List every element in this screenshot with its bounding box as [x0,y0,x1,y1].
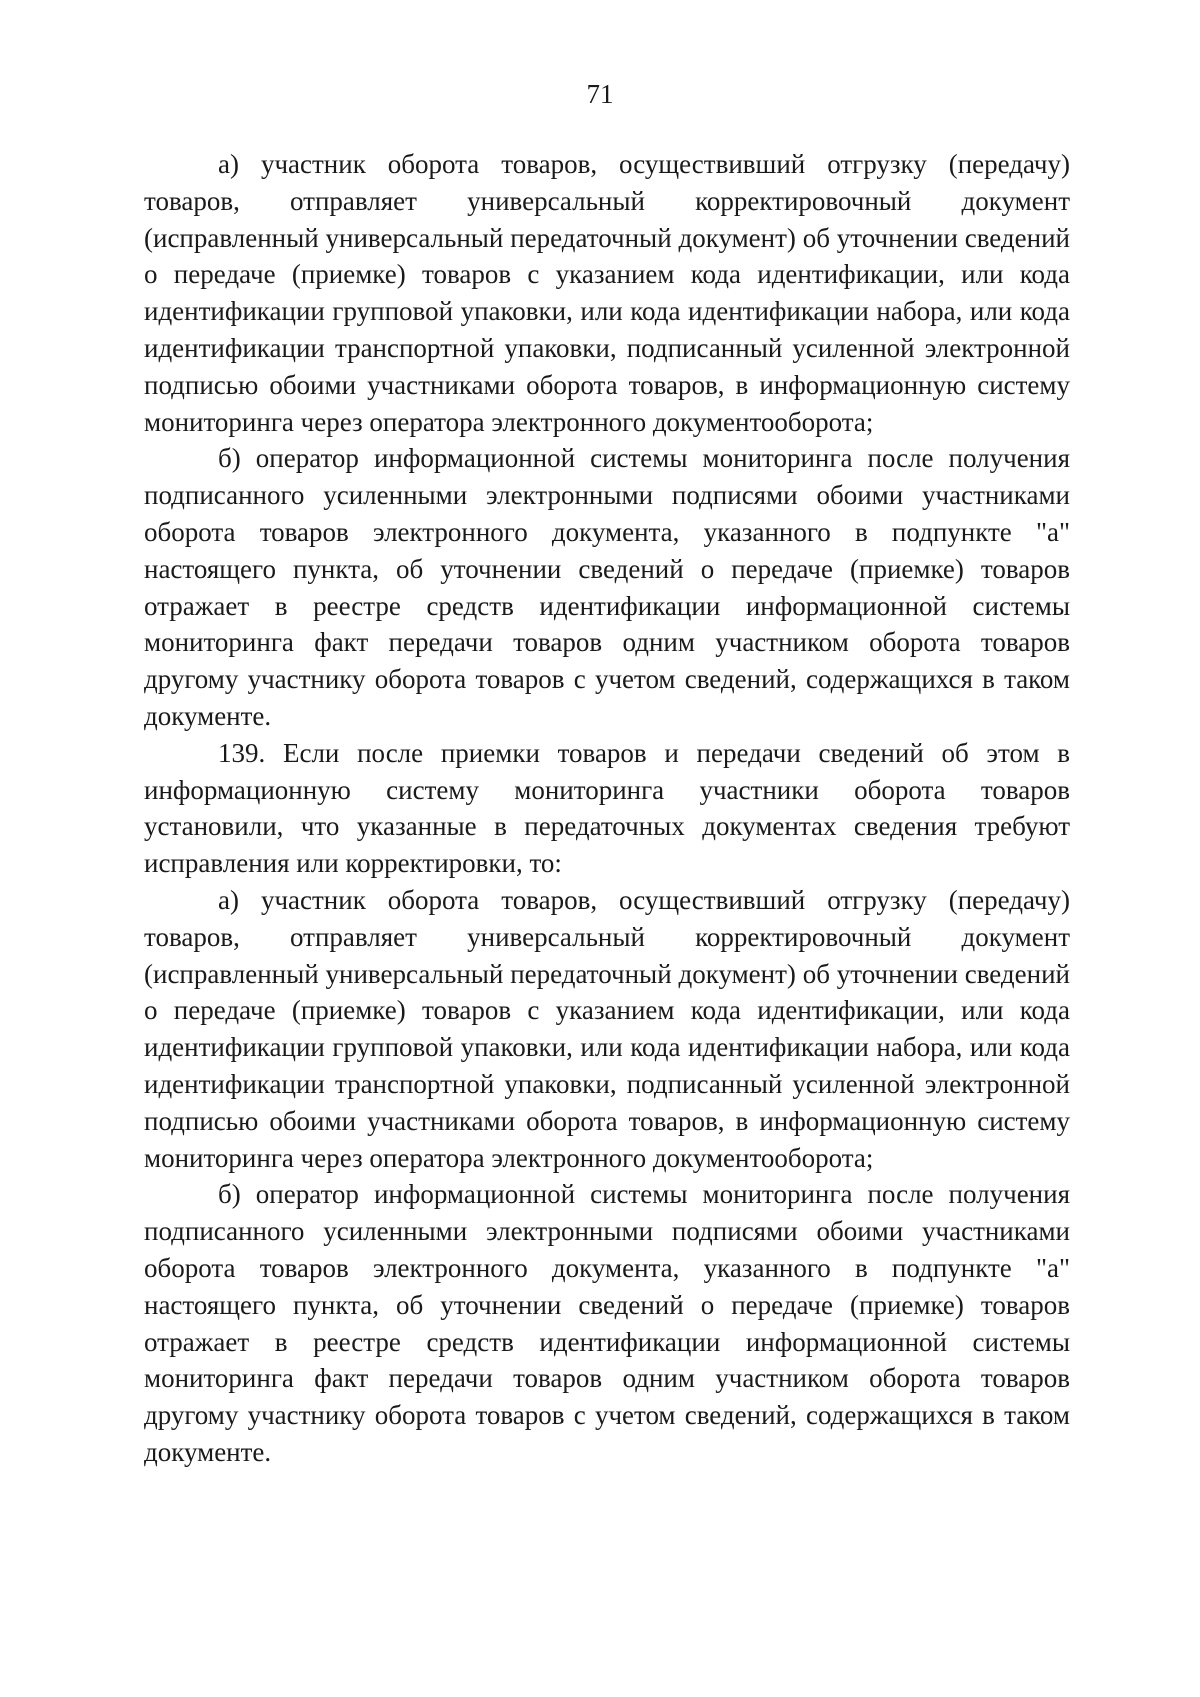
page-number: 71 [586,79,614,109]
paragraph-subitem-a-second: а) участник оборота товаров, осуществивший отгрузку (передачу) товаров, отправляет универсальный корректировочный документ (исправленный универсальный передаточный документ) об уточнении сведений о передаче (приемке) товаров с указанием кода идентификации, или кода идентификации групповой упаковки, или кода идентификации набора, или кода идентификации транспортной упаковки, подписанный усиленной электронной подписью обоими участниками оборота товаров, в информационную систему мониторинга через оператора электронного документооборота; [144,884,1070,1173]
paragraph-subitem-a-first: а) участник оборота товаров, осуществивший отгрузку (передачу) товаров, отправляет универсальный корректировочный документ (исправленный универсальный передаточный документ) об уточнении сведений о передаче (приемке) товаров с указанием кода идентификации, или кода идентификации групповой упаковки, или кода идентификации набора, или кода идентификации транспортной упаковки, подписанный усиленной электронной подписью обоими участниками оборота товаров, в информационную систему мониторинга через оператора электронного документооборота; [144,149,1070,437]
paragraph-subitem-b-first: б) оператор информационной системы мониторинга после получения подписанного усиленными электронными подписями обоими участниками оборота товаров электронного документа, указанного в подпункте "а" настоящего пункта, об уточнении сведений о передаче (приемке) товаров отражает в реестре средств идентификации информационной системы мониторинга факт передачи товаров одним участником оборота товаров другому участнику оборота товаров с учетом сведений, содержащихся в таком документе. [144,443,1070,731]
paragraph-subitem-b-second: б) оператор информационной системы мониторинга после получения подписанного усиленными электронными подписями обоими участниками оборота товаров электронного документа, указанного в подпункте "а" настоящего пункта, об уточнении сведений о передаче (приемке) товаров отражает в реестре средств идентификации информационной системы мониторинга факт передачи товаров одним участником оборота товаров другому участнику оборота товаров с учетом сведений, содержащихся в таком документе. [144,1179,1070,1467]
paragraph-item-139: 139. Если после приемки товаров и передачи сведений об этом в информационную систему мониторинга участники оборота товаров установили, что указанные в передаточных документах сведения требуют исправления или корректировки, то: [144,737,1070,879]
document-body [144,146,1070,1471]
